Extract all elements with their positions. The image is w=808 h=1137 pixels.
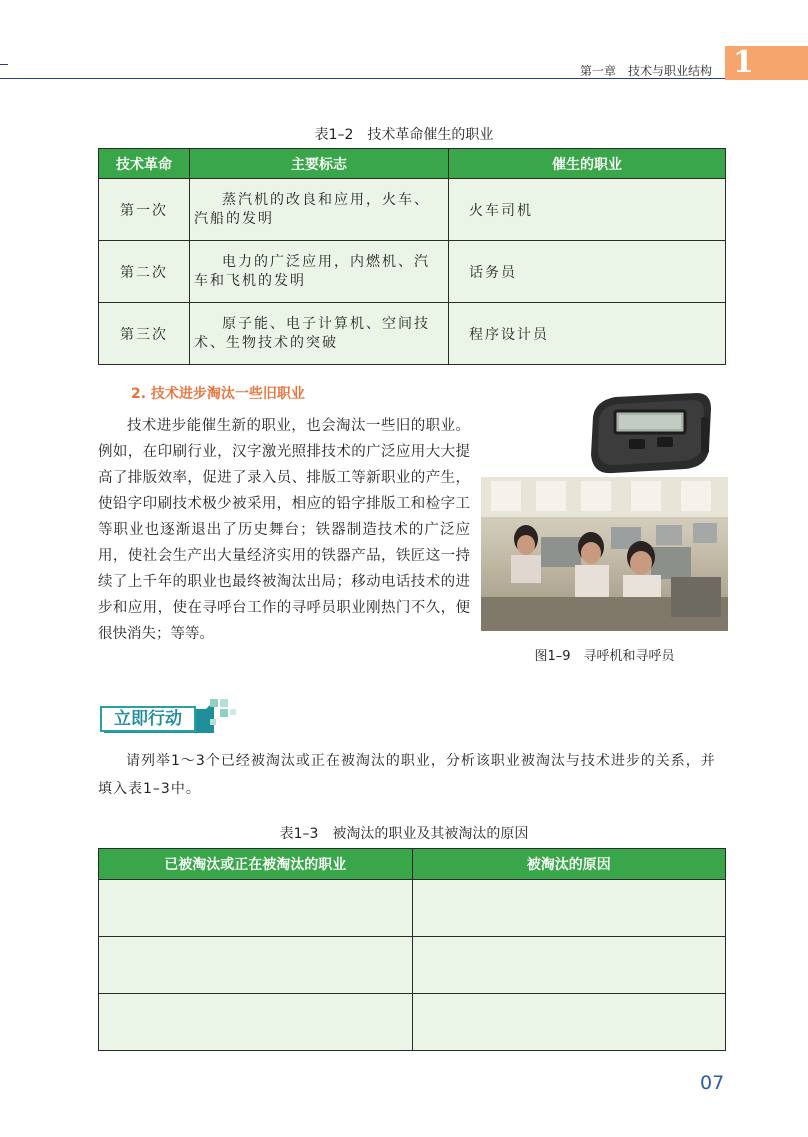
chapter-label: 第一章 技术与职业结构 bbox=[579, 64, 712, 78]
blank-cell[interactable] bbox=[99, 937, 413, 994]
table-row bbox=[99, 241, 726, 303]
table-header-cell: 主要标志 bbox=[190, 149, 449, 179]
blank-cell[interactable] bbox=[412, 880, 726, 937]
table-cell: 火车司机 bbox=[449, 179, 726, 241]
table-row bbox=[99, 303, 726, 365]
table-cell: 话务员 bbox=[449, 241, 726, 303]
tech-revolution-table bbox=[98, 148, 726, 365]
table-cell: 第一次 bbox=[99, 179, 190, 241]
blank-cell[interactable] bbox=[412, 937, 726, 994]
blank-cell[interactable] bbox=[99, 994, 413, 1051]
figure-caption: 图1–9 寻呼机和寻呼员 bbox=[534, 649, 675, 664]
pager-operators-photo bbox=[481, 477, 728, 631]
blank-cell[interactable] bbox=[412, 994, 726, 1051]
table-row bbox=[99, 994, 726, 1051]
eliminated-jobs-table bbox=[98, 848, 726, 1051]
chapter-number-tab: 1 bbox=[725, 46, 808, 80]
page-number: 07 bbox=[700, 1072, 725, 1094]
table3-caption: 表1–3 被淘汰的职业及其被淘汰的原因 bbox=[279, 826, 529, 842]
table-header-cell: 催生的职业 bbox=[449, 149, 726, 179]
table-cell: 原子能、电子计算机、空间技术、生物技术的突破 bbox=[190, 303, 449, 365]
table-row bbox=[99, 937, 726, 994]
section-heading: 2. 技术进步淘汰一些旧职业 bbox=[131, 386, 305, 402]
action-instructions: 请列举1～3个已经被淘汰或正在被淘汰的职业，分析该职业被淘汰与技术进步的关系，并填入表1–3中。 bbox=[98, 753, 716, 797]
table-header-cell: 已被淘汰或正在被淘汰的职业 bbox=[99, 849, 413, 880]
section-body-text: 技术进步能催生新的职业，也会淘汰一些旧的职业。例如，在印刷行业，汉字激光照排技术的广泛应用大大提高了排版效率，促进了录入员、排版工等新职业的产生，使铅字印刷技术极少被采用，相应的铅字排版工和检字工等职业也逐渐退出了历史舞台；铁器制造技术的广泛应用，使社会生产出大量经济实用的铁器产品，铁匠这一持续了上千年的职业也最终被淘汰出局；移动电话技术的进步和应用，使在寻呼台工作的寻呼员职业刚热门不久，便很快消失；等等。 bbox=[98, 418, 470, 642]
table-header-row bbox=[99, 849, 726, 880]
pager-image bbox=[585, 387, 715, 477]
table-header-cell: 技术革命 bbox=[99, 149, 190, 179]
blank-cell[interactable] bbox=[99, 880, 413, 937]
table-header-row bbox=[99, 149, 726, 179]
table-cell: 第二次 bbox=[99, 241, 190, 303]
table-cell: 蒸汽机的改良和应用，火车、汽船的发明 bbox=[190, 179, 449, 241]
table1-caption: 表1–2 技术革命催生的职业 bbox=[314, 127, 494, 143]
table-cell: 电力的广泛应用，内燃机、汽车和飞机的发明 bbox=[190, 241, 449, 303]
header-tick bbox=[0, 64, 8, 65]
table-cell: 第三次 bbox=[99, 303, 190, 365]
table-row bbox=[99, 179, 726, 241]
table-header-cell: 被淘汰的原因 bbox=[412, 849, 726, 880]
table-cell: 程序设计员 bbox=[449, 303, 726, 365]
table-row bbox=[99, 880, 726, 937]
action-title: 立即行动 bbox=[100, 706, 196, 732]
